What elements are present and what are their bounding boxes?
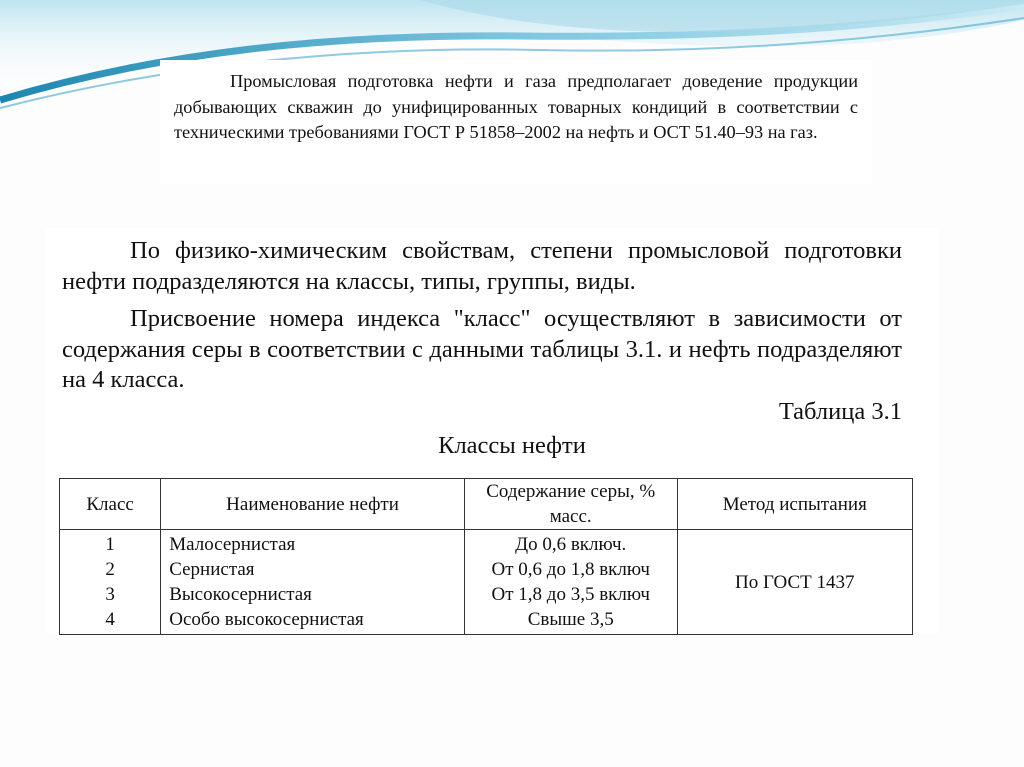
paragraph-class-index: [62, 304, 902, 396]
header-class: Класс: [60, 479, 161, 530]
sulfur-column: [464, 530, 677, 635]
header-method: Метод испытания: [677, 479, 912, 530]
table-row: [60, 530, 913, 635]
oil-classes-table: [59, 478, 913, 635]
name-cell: Малосернистая: [169, 534, 296, 555]
table-header-row: [60, 479, 913, 530]
sulfur-cell: От 0,6 до 1,8 включ: [491, 559, 650, 580]
intro-paragraph: [174, 69, 858, 146]
paragraph-classification-text: По физико-химическим свойствам, степени промысловой подготовки нефти подразделяются на классы, типы, группы, виды.: [62, 237, 902, 295]
paragraph-classification: [62, 236, 902, 297]
class-cell: 4: [105, 609, 115, 630]
class-column: [60, 530, 161, 635]
sulfur-cell: До 0,6 включ.: [515, 534, 627, 555]
class-cell: 1: [105, 534, 115, 555]
name-cell: Особо высокосернистая: [169, 609, 364, 630]
sulfur-cell: Свыше 3,5: [527, 609, 614, 630]
table-title: Классы нефти: [438, 432, 586, 459]
class-cell: 2: [105, 559, 115, 580]
sulfur-cell: От 1,8 до 3,5 включ: [491, 584, 650, 605]
paragraph-class-index-text: Присвоение номера индекса "класс" осуществляют в зависимости от содержания серы в соответствии с данными таблицы 3.1. и нефть подразделяют на 4 класса.: [62, 305, 902, 393]
name-cell: Высокосернистая: [169, 584, 312, 605]
name-cell: Сернистая: [169, 559, 255, 580]
table-number: Таблица 3.1: [778, 398, 902, 425]
name-column: [161, 530, 465, 635]
method-cell: По ГОСТ 1437: [677, 530, 912, 635]
header-sulfur: Содержание серы, % масс.: [464, 479, 677, 530]
intro-text: Промысловая подготовка нефти и газа предполагает доведение продукции добывающих скважин до унифицированных товарных кондиций в соответствии с техническими требованиями ГОСТ Р 51858–2002 на нефть и ОСТ 51.40–93 на газ.: [174, 71, 858, 142]
header-name: Наименование нефти: [161, 479, 465, 530]
class-cell: 3: [105, 584, 115, 605]
